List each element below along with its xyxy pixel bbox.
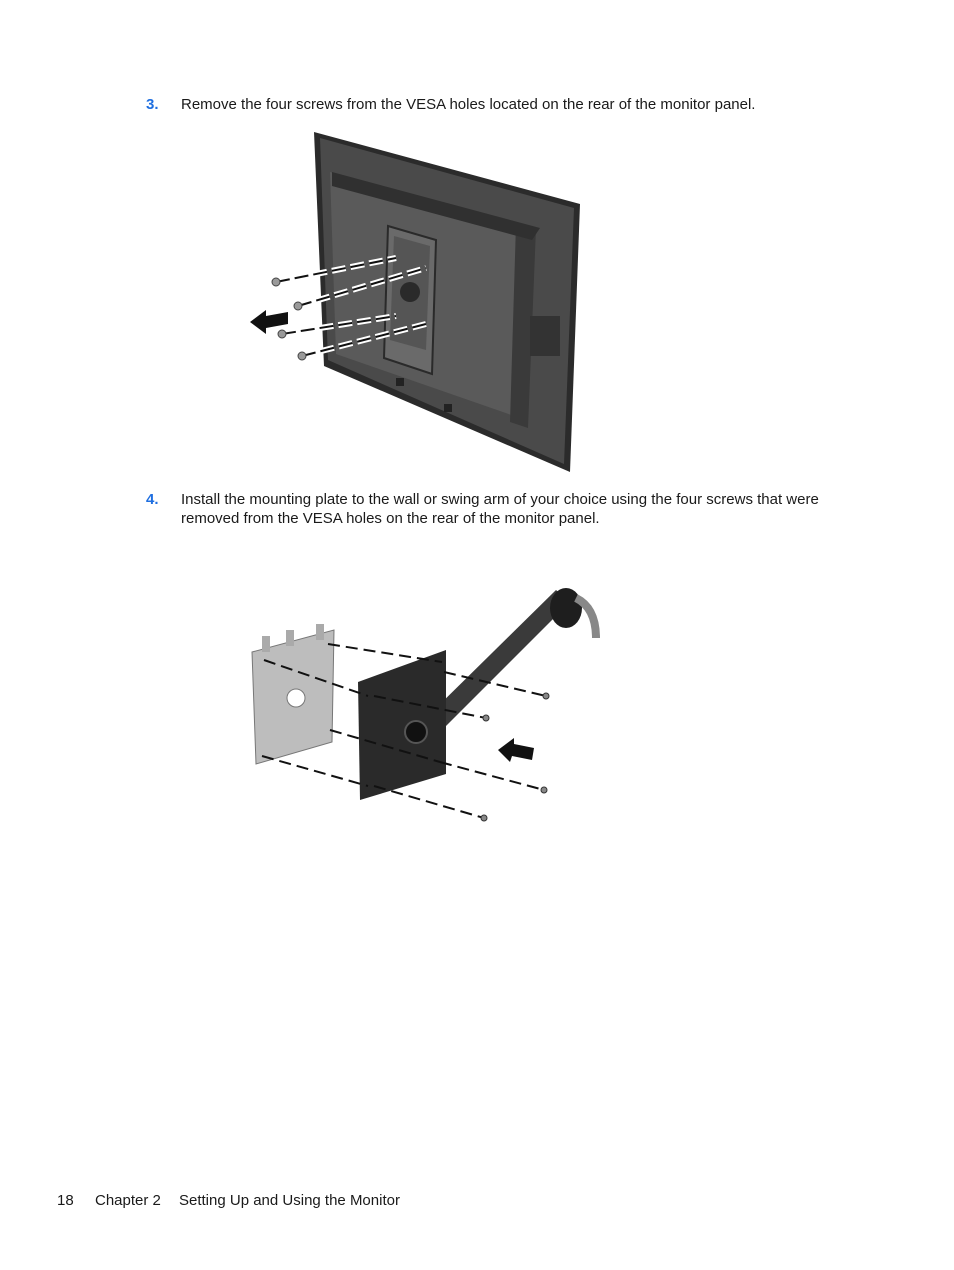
step-text: Install the mounting plate to the wall or swing arm of your choice using the four screws that were removed from the VESA holes on the rear of the monitor panel. bbox=[181, 491, 819, 527]
step-text: Remove the four screws from the VESA holes located on the rear of the monitor panel. bbox=[181, 96, 756, 113]
page-number: 18 bbox=[57, 1192, 74, 1209]
step-number: 4. bbox=[146, 491, 159, 508]
chapter-title: Setting Up and Using the Monitor bbox=[179, 1192, 400, 1209]
chapter-label: Chapter 2 bbox=[95, 1192, 161, 1209]
step-number: 3. bbox=[146, 96, 159, 113]
mounting-plate-swing-arm-illustration bbox=[240, 578, 610, 828]
monitor-rear-screws-illustration bbox=[240, 128, 590, 478]
